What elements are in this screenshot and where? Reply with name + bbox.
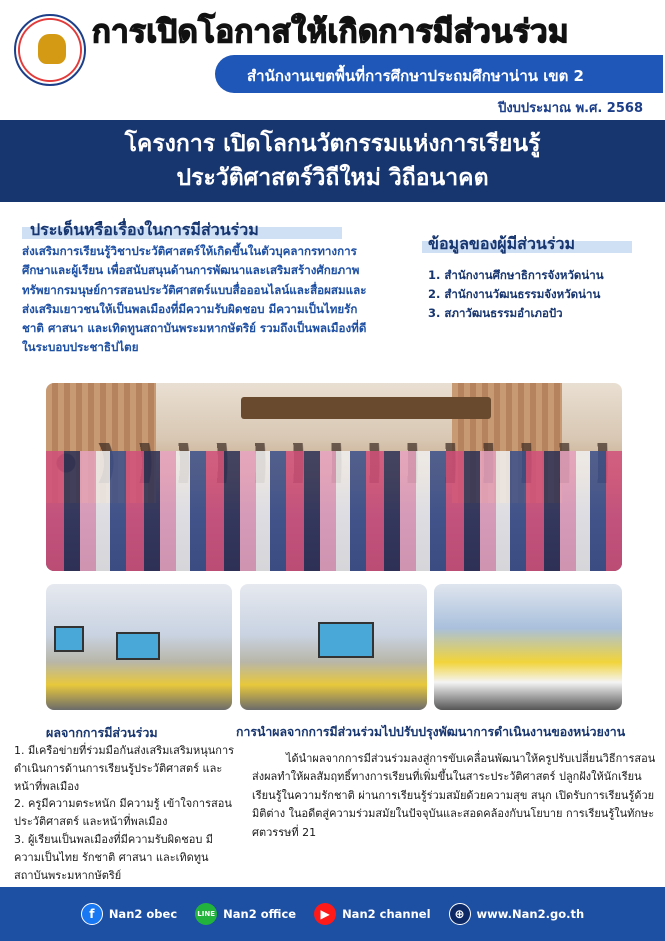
participants-title: ข้อมูลของผู้มีส่วนร่วม — [428, 232, 575, 257]
facebook-label: Nan2 obec — [108, 907, 178, 921]
headline: การเปิดโอกาสให้เกิดการมีส่วนร่วม — [92, 14, 569, 50]
result-item: 1. มีเครือข่ายที่ร่วมมือกันส่งเสริมเสริมหนุนการดำเนินการด้านการเรียนรู้ประวัติศาสตร์ และหน้าที่พลเมือง — [14, 744, 235, 793]
budget-year: ปีงบประมาณ พ.ศ. 2568 — [498, 101, 643, 116]
application-body: ได้นำผลจากการมีส่วนร่วมลงสู่การขับเคลื่อนพัฒนาให้ครูปรับเปลี่ยนวิธีการสอน ส่งผลทำให้ผลสัมฤทธิ์ทางการเรียนที่เพิ่มขึ้นในสาระประวัติศาสตร์ ปลูกฝังให้นักเรียนเรียนรู้ในความรักชาติ ผ่านการเรียนรู้ร่วมสมัยด้วยความสุข สนุก เปิดรับการเรียนรู้ด้วยมิติต่าง ในอดีตสู่ความร่วมสมัยในปัจจุบันและสอดคล้องกับนโยบาย การเรียนรู้ในทักษะศตวรรษที่ 21 — [252, 752, 656, 839]
classroom-photo-2 — [240, 584, 427, 710]
website-link[interactable] — [449, 903, 585, 925]
emblem-icon — [38, 34, 66, 64]
facebook-link[interactable] — [81, 903, 177, 925]
website-label: www.Nan2.go.th — [476, 907, 585, 921]
line-label: Nan2 office — [223, 907, 297, 921]
participants-list — [428, 266, 653, 323]
participant-item: 1. สำนักงานศึกษาธิการจังหวัดน่าน — [428, 268, 604, 282]
project-title-line1: โครงการ เปิดโลกนวัตกรรมแห่งการเรียนรู้ — [124, 131, 541, 157]
projector-screen — [116, 632, 160, 660]
facebook-icon: f — [81, 903, 103, 925]
meeting-room-banner — [241, 397, 491, 419]
results-list — [14, 742, 236, 884]
youtube-icon: ▶ — [314, 903, 336, 925]
footer-bar — [0, 887, 665, 941]
result-item: 3. ผู้เรียนเป็นพลเมืองที่มีความรับผิดชอบ มีความเป็นไทย รักชาติ ศาสนา และเทิดทูนสถาบันพระมหากษัตริย์ — [14, 832, 214, 882]
result-item: 2. ครูมีความตระหนัก มีความรู้ เข้าใจการสอนประวัติศาสตร์ และหน้าที่พลเมือง — [14, 797, 232, 829]
project-title-line2: ประวัติศาสตร์วิถีใหม่ วิถีอนาคต — [176, 165, 489, 191]
youtube-label: Nan2 channel — [342, 907, 431, 921]
participant-item: 2. สำนักงานวัฒนธรรมจังหวัดน่าน — [428, 287, 601, 301]
group-photo — [46, 383, 622, 571]
office-logo — [14, 14, 86, 86]
line-icon: LINE — [195, 903, 217, 925]
issue-body: ส่งเสริมการเรียนรู้วิชาประวัติศาสตร์ให้เกิดขึ้นในตัวบุคลากรทางการศึกษาและผู้เรียน เพื่อสนับสนุนด้านการพัฒนาและเสริมสร้างศักยภาพทรัพยากรมนุษย์การสอนประวัติศาสตร์แบบสื่อออนไลน์และสื่อผสมและส่งเสริมเยาวชนให้เป็นพลเมืองที่มีความรับผิดชอบ มีความเป็นไทยรักชาติ ศาสนา และเทิดทูนสถาบันพระมหากษัตริย์ รวมถึงเป็นพลเมืองที่ดีในระบอบประชาธิปไตย — [22, 244, 367, 355]
project-title-band — [0, 120, 665, 202]
application-title: การนำผลจากการมีส่วนร่วมไปปรับปรุงพัฒนาการดำเนินงานของหน่วยงาน — [236, 725, 626, 739]
office-name: สำนักงานเขตพื้นที่การศึกษาประถมศึกษาน่าน เขต 2 — [215, 55, 663, 93]
participant-item: 3. สภาวัฒนธรรมอำเภอปัว — [428, 306, 563, 320]
projector-screen — [54, 626, 84, 652]
results-title: ผลจากการมีส่วนร่วม — [46, 725, 158, 740]
youtube-link[interactable] — [314, 903, 430, 925]
globe-icon: ⊕ — [449, 903, 471, 925]
classroom-photo-1 — [46, 584, 232, 710]
line-link[interactable] — [195, 903, 296, 925]
issue-title: ประเด็นหรือเรื่องในการมีส่วนร่วม — [30, 218, 259, 243]
group-people — [46, 451, 622, 571]
projector-screen — [318, 622, 374, 658]
classroom-photo-3 — [434, 584, 622, 710]
